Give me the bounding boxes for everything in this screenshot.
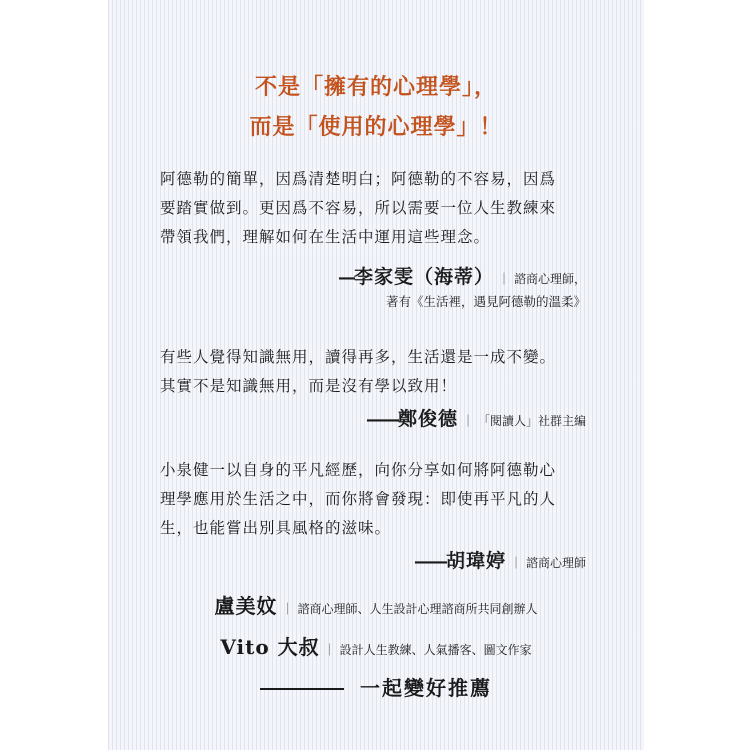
quote-3-attribution	[414, 546, 586, 573]
quote-2-text	[160, 343, 600, 401]
attribution-dash: —	[337, 267, 354, 288]
book-page	[108, 0, 644, 750]
author-role: 諮商心理師	[525, 556, 586, 570]
quote-line: 理學應用於生活之中，而你將會發現：即使再平凡的人	[160, 490, 557, 508]
separator: ｜	[509, 556, 522, 570]
quote-1-attribution	[338, 262, 586, 289]
separator: ｜	[323, 643, 336, 657]
closing-text: 一起變好推薦	[360, 676, 492, 700]
quote-line: 阿德勒的簡單，因爲清楚明白；阿德勒的不容易，因爲	[160, 170, 557, 188]
recommender-role: 諮商心理師、人生設計心理諮商所共同創辦人	[297, 602, 538, 616]
separator: ｜	[461, 414, 474, 428]
recommender-name: Vito 大叔	[220, 635, 320, 659]
author-role: 「閱讀人」社群主編	[477, 414, 586, 428]
quote-line: 生，也能嘗出別具風格的滋味。	[160, 519, 392, 537]
quote-line: 帶領我們，理解如何在生活中運用這些理念。	[160, 228, 491, 246]
quote-line: 小泉健一以自身的平凡經歷，向你分享如何將阿德勒心	[160, 461, 557, 479]
closing-rule	[260, 688, 344, 690]
quote-1-text	[160, 165, 600, 252]
headline-line-2: 而是「使用的心理學」！	[249, 114, 503, 140]
author-role: 諮商心理師，	[513, 272, 586, 286]
attribution-dash: ——	[413, 551, 446, 572]
recommender-2	[108, 631, 644, 660]
separator: ｜	[497, 272, 510, 286]
quote-1-attribution-book: 著有《生活裡，遇見阿德勒的溫柔》	[385, 294, 586, 309]
quote-line: 其實不是知識無用，而是沒有學以致用！	[160, 377, 458, 395]
recommender-1	[108, 590, 644, 619]
author-name: 鄭俊德	[397, 408, 458, 430]
quote-2-attribution	[366, 404, 586, 431]
headline-line-1: 不是「擁有的心理學」，	[254, 74, 497, 100]
separator: ｜	[281, 602, 294, 616]
recommender-name: 盧美妏	[214, 594, 278, 618]
quote-line: 有些人覺得知識無用，讀得再多，生活還是一成不變。	[160, 348, 557, 366]
recommender-role: 設計人生教練、人氣播客、圖文作家	[339, 643, 532, 657]
quote-3-text	[160, 456, 600, 543]
author-name: 李家雯（海蒂）	[353, 266, 494, 288]
closing-line	[108, 672, 644, 701]
quote-line: 要踏實做到。更因爲不容易，所以需要一位人生教練來	[160, 199, 557, 217]
attribution-dash: ——	[365, 409, 398, 430]
author-name: 胡瑋婷	[445, 550, 506, 572]
